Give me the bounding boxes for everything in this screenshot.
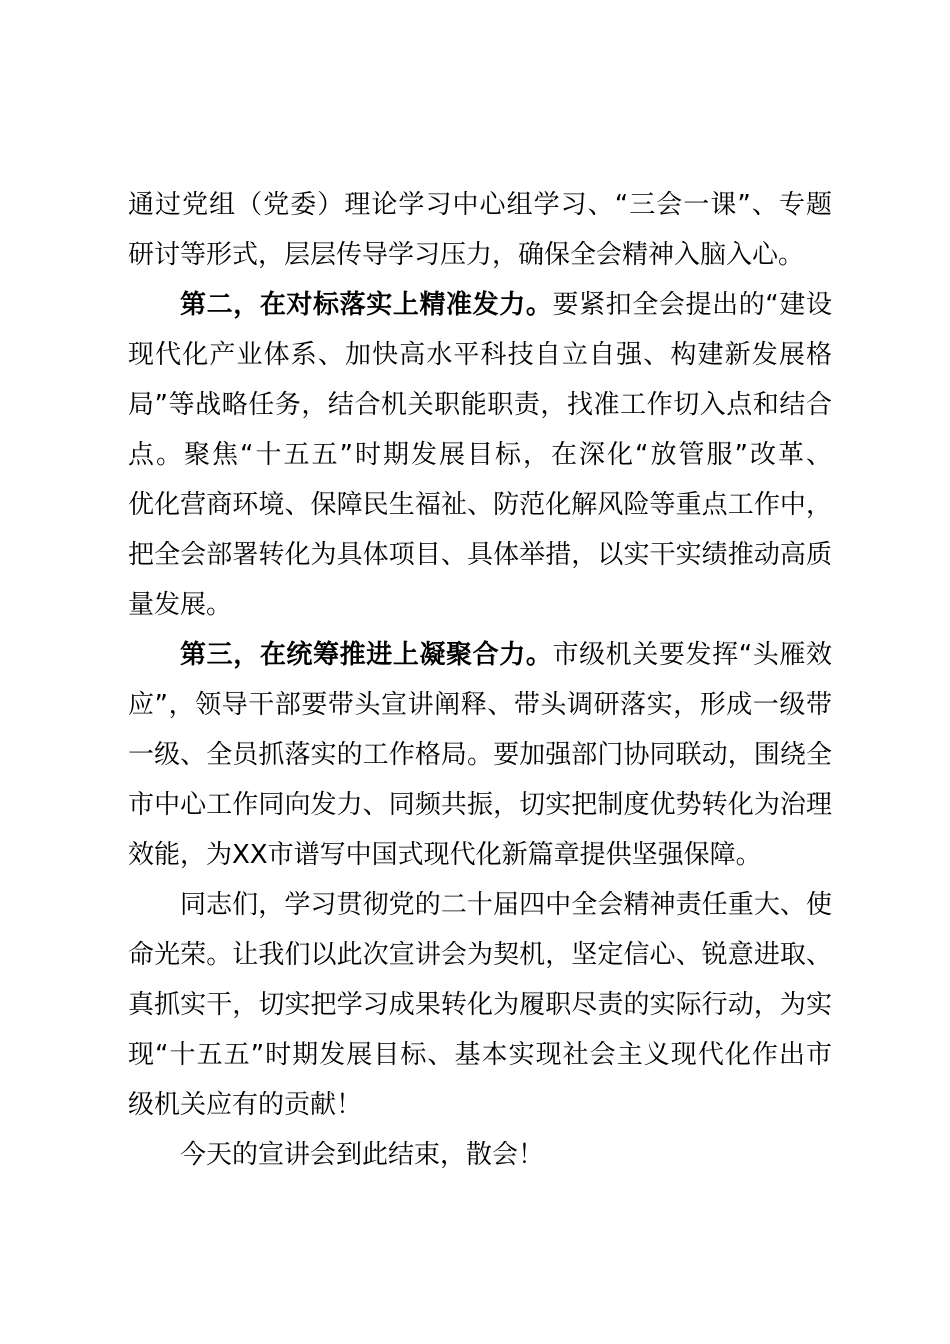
paragraph-heading: 第三，在统筹推进上凝聚合力。: [180, 640, 553, 670]
paragraph-study: [128, 180, 832, 280]
text-line: 点。聚焦“十五五”时期发展目标，在深化“放管服”改革、: [128, 440, 832, 470]
text-line: 现“十五五”时期发展目标、基本实现社会主义现代化作出市: [128, 1040, 832, 1070]
text-line: 命光荣。让我们以此次宣讲会为契机，坚定信心、锐意进取、: [128, 940, 832, 970]
paragraph-second: [128, 280, 832, 630]
text-line: 把全会部署转化为具体项目、具体举措，以实干实绩推动高质: [128, 540, 832, 570]
text-line: 现代化产业体系、加快高水平科技自立自强、构建新发展格: [128, 340, 832, 370]
text-line: [128, 280, 832, 330]
text-line: 效能，为XX市谱写中国式现代化新篇章提供坚强保障。: [128, 840, 762, 870]
paragraph-third: [128, 630, 832, 880]
text-line: 优化营商环境、保障民生福祉、防范化解风险等重点工作中，: [128, 490, 832, 520]
text-line: 研讨等形式，层层传导学习压力，确保全会精神入脑入心。: [128, 240, 805, 270]
text-line: 市中心工作同向发力、同频共振，切实把制度优势转化为治理: [128, 790, 832, 820]
text-line: [128, 630, 832, 680]
text-line: 应”，领导干部要带头宣讲阐释、带头调研落实，形成一级带: [128, 690, 832, 720]
text-span: 要紧扣全会提出的“建设: [552, 290, 832, 320]
text-line: 真抓实干，切实把学习成果转化为履职尽责的实际行动，为实: [128, 990, 832, 1020]
text-line: 一级、全员抓落实的工作格局。要加强部门协同联动，围绕全: [128, 740, 832, 770]
text-line: 量发展。: [128, 590, 233, 620]
text-line: 局”等战略任务，结合机关职能职责，找准工作切入点和结合: [128, 390, 832, 420]
paragraph-closing: [128, 880, 832, 1130]
paragraph-heading: 第二，在对标落实上精准发力。: [180, 290, 553, 320]
text-line: 同志们，学习贯彻党的二十届四中全会精神责任重大、使: [180, 890, 832, 920]
document-page: [128, 180, 832, 1180]
text-line: 今天的宣讲会到此结束，散会！: [180, 1140, 545, 1170]
text-span: 市级机关要发挥“头雁效: [552, 640, 832, 670]
text-line: 通过党组（党委）理论学习中心组学习、“三会一课”、专题: [128, 190, 832, 220]
text-line: 级机关应有的贡献！: [128, 1090, 363, 1120]
paragraph-dismissal: [128, 1130, 832, 1180]
